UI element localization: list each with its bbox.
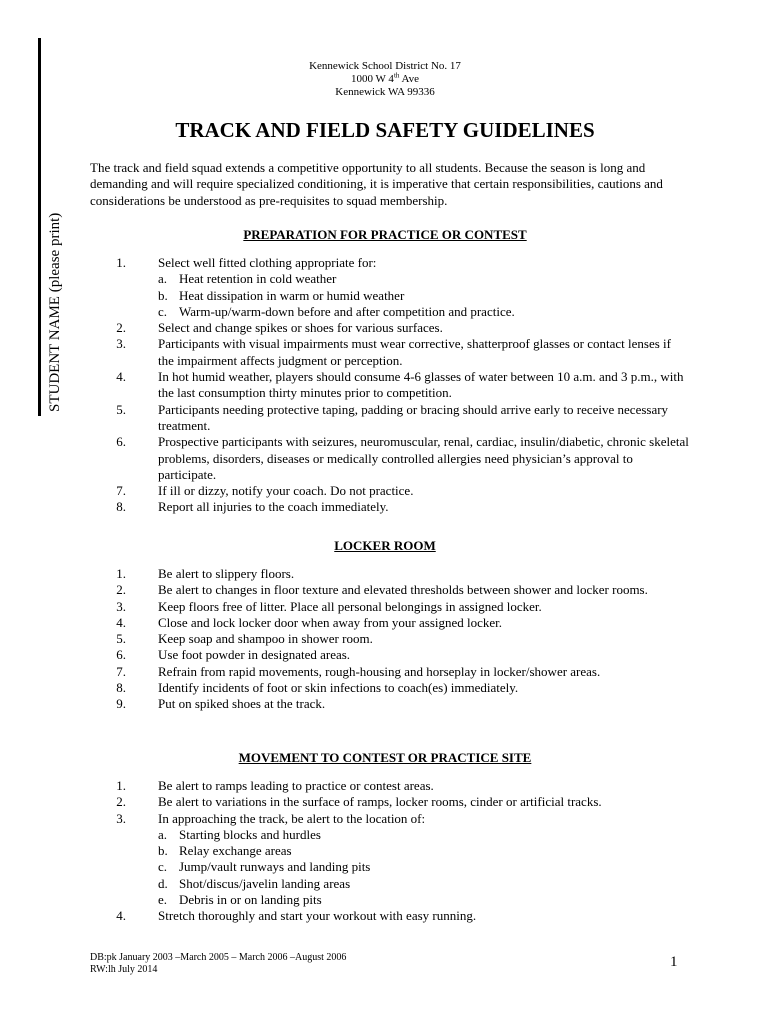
list-item: [90, 369, 690, 402]
letterhead: [0, 60, 770, 99]
item-text: Prospective participants with seizures, neuromuscular, renal, cardiac, insulin/diabetic, chronic skeletal problems, disorders, diseases or medically controlled allergies need physician’s approval to participate.: [158, 434, 689, 482]
item-text: Keep floors free of litter. Place all personal belongings in assigned locker.: [158, 598, 542, 614]
item-text: Select well fitted clothing appropriate for:: [158, 255, 377, 270]
list-item: [90, 255, 690, 320]
sub-item-label: a.: [158, 271, 168, 287]
sub-item-text: Warm-up/warm-down before and after competition and practice.: [179, 303, 515, 319]
item-number: 6.: [116, 434, 126, 450]
item-number: 4.: [116, 908, 126, 924]
section-list: [90, 255, 690, 516]
item-text: Keep soap and shampoo in shower room.: [158, 631, 373, 647]
item-text: Be alert to slippery floors.: [158, 566, 295, 581]
list-item: [90, 599, 690, 615]
sub-item-text: Jump/vault runways and landing pits: [179, 859, 371, 875]
item-text: If ill or dizzy, notify your coach. Do not practice.: [158, 483, 414, 499]
item-number: 3.: [116, 336, 126, 352]
sub-item: [158, 843, 690, 859]
list-item: [90, 908, 690, 924]
item-number: 2.: [116, 794, 126, 810]
item-number: 5.: [116, 401, 126, 417]
item-text: Use foot powder in designated areas.: [158, 647, 351, 663]
sub-item-text: Heat retention in cold weather: [179, 271, 337, 287]
list-item: [90, 582, 690, 598]
item-number: 1.: [116, 255, 126, 270]
footer-revisions: DB:pk January 2003 –March 2005 – March 2006 –August 2006: [90, 952, 347, 963]
list-item: [90, 483, 690, 499]
item-text: In hot humid weather, players should consume 4-6 glasses of water between 10 a.m. and 3 p.m., with the last consumption thirty minutes prior to competition.: [158, 369, 684, 401]
list-item: [90, 647, 690, 663]
sub-item: [158, 304, 690, 320]
sub-item-label: c.: [158, 859, 168, 875]
item-text: Close and lock locker door when away from your assigned locker.: [158, 614, 503, 630]
district-city: Kennewick WA 99336: [335, 86, 435, 98]
sub-item: [158, 859, 690, 875]
section-movement: [90, 750, 690, 925]
section-heading: MOVEMENT TO CONTEST OR PRACTICE SITE: [238, 750, 532, 765]
district-address: [0, 73, 770, 86]
item-text: In approaching the track, be alert to the location of:: [158, 810, 426, 826]
list-item: [90, 696, 690, 712]
sub-item-text: Relay exchange areas: [179, 843, 292, 859]
item-text: Participants with visual impairments must wear corrective, shatterproof glasses or contact lenses if the impairment affects judgment or perception.: [158, 336, 671, 368]
footer: [90, 952, 346, 976]
item-text: Refrain from rapid movements, rough-housing and horseplay in locker/shower areas.: [158, 663, 601, 679]
item-number: 3.: [116, 598, 126, 614]
list-item: [90, 794, 690, 810]
sub-item-label: b.: [158, 843, 168, 859]
sub-item: [158, 827, 690, 843]
sub-item: [158, 271, 690, 287]
section-list: [90, 778, 690, 925]
section-preparation: [90, 227, 690, 516]
sub-item-label: b.: [158, 287, 168, 303]
page-number: 1: [670, 954, 678, 970]
list-item: [90, 680, 690, 696]
section-locker-room: [90, 538, 690, 713]
item-number: 2.: [116, 320, 126, 336]
address-street: 1000 W 4: [350, 73, 394, 85]
sub-item-text: Debris in or on landing pits: [179, 892, 322, 908]
item-number: 1.: [116, 778, 126, 793]
list-item: [90, 811, 690, 909]
list-item: [90, 402, 690, 435]
address-sup: th: [393, 71, 400, 80]
item-number: 4.: [116, 614, 126, 630]
item-text: Report all injuries to the coach immediately.: [158, 499, 389, 515]
section-heading: PREPARATION FOR PRACTICE OR CONTEST: [243, 227, 527, 242]
item-text: Select and change spikes or shoes for various surfaces.: [158, 320, 443, 336]
sub-item-label: c.: [158, 303, 168, 319]
list-item: [90, 336, 690, 369]
sub-item-label: d.: [158, 875, 168, 891]
list-item: [90, 631, 690, 647]
item-number: 2.: [116, 582, 126, 598]
item-number: 8.: [116, 680, 126, 696]
sub-item: [158, 876, 690, 892]
address-suffix: Ave: [399, 73, 420, 85]
sub-item-text: Shot/discus/javelin landing areas: [179, 875, 351, 891]
item-text: Be alert to changes in floor texture and elevated thresholds between shower and locker rooms.: [158, 582, 648, 598]
item-text: Be alert to ramps leading to practice or contest areas.: [158, 778, 434, 793]
sub-item-text: Heat dissipation in warm or humid weather: [179, 287, 405, 303]
intro-paragraph: The track and field squad extends a competitive opportunity to all students. Because the season is long and demanding and will require specialized conditioning, it is imperative that certain responsibilities, cautions and considerations be understood as pre-requisites to squad membership.: [90, 160, 663, 208]
item-text: Be alert to variations in the surface of ramps, locker rooms, cinder or artificial tracks.: [158, 794, 602, 810]
item-text: Identify incidents of foot or skin infections to coach(es) immediately.: [158, 680, 519, 696]
district-name: Kennewick School District No. 17: [309, 60, 461, 72]
student-name-label: STUDENT NAME (please print): [47, 212, 63, 412]
list-item: [90, 664, 690, 680]
sub-item: [158, 892, 690, 908]
list-item: [90, 778, 690, 794]
section-heading: LOCKER ROOM: [334, 538, 436, 553]
document-title: TRACK AND FIELD SAFETY GUIDELINES: [175, 118, 595, 142]
item-text: Stretch thoroughly and start your workout with easy running.: [158, 908, 477, 924]
item-number: 7.: [116, 663, 126, 679]
item-number: 5.: [116, 631, 126, 647]
list-item: [90, 499, 690, 515]
sub-item-label: e.: [158, 892, 168, 908]
item-number: 4.: [116, 369, 126, 385]
item-number: 9.: [116, 696, 126, 712]
list-item: [90, 434, 690, 483]
item-number: 1.: [116, 566, 126, 581]
item-number: 3.: [116, 810, 126, 826]
item-text: Participants needing protective taping, padding or bracing should arrive early to receive necessary treatment.: [158, 401, 669, 433]
item-number: 6.: [116, 647, 126, 663]
list-item: [90, 566, 690, 582]
item-number: 8.: [116, 499, 126, 515]
footer-revision-2014: RW:lh July 2014: [90, 964, 158, 975]
item-number: 7.: [116, 483, 126, 499]
list-item: [90, 320, 690, 336]
list-item: [90, 615, 690, 631]
sub-item-label: a.: [158, 826, 168, 842]
sub-item-text: Starting blocks and hurdles: [179, 826, 321, 842]
sub-item: [158, 288, 690, 304]
item-text: Put on spiked shoes at the track.: [158, 696, 326, 712]
section-list: [90, 566, 690, 713]
